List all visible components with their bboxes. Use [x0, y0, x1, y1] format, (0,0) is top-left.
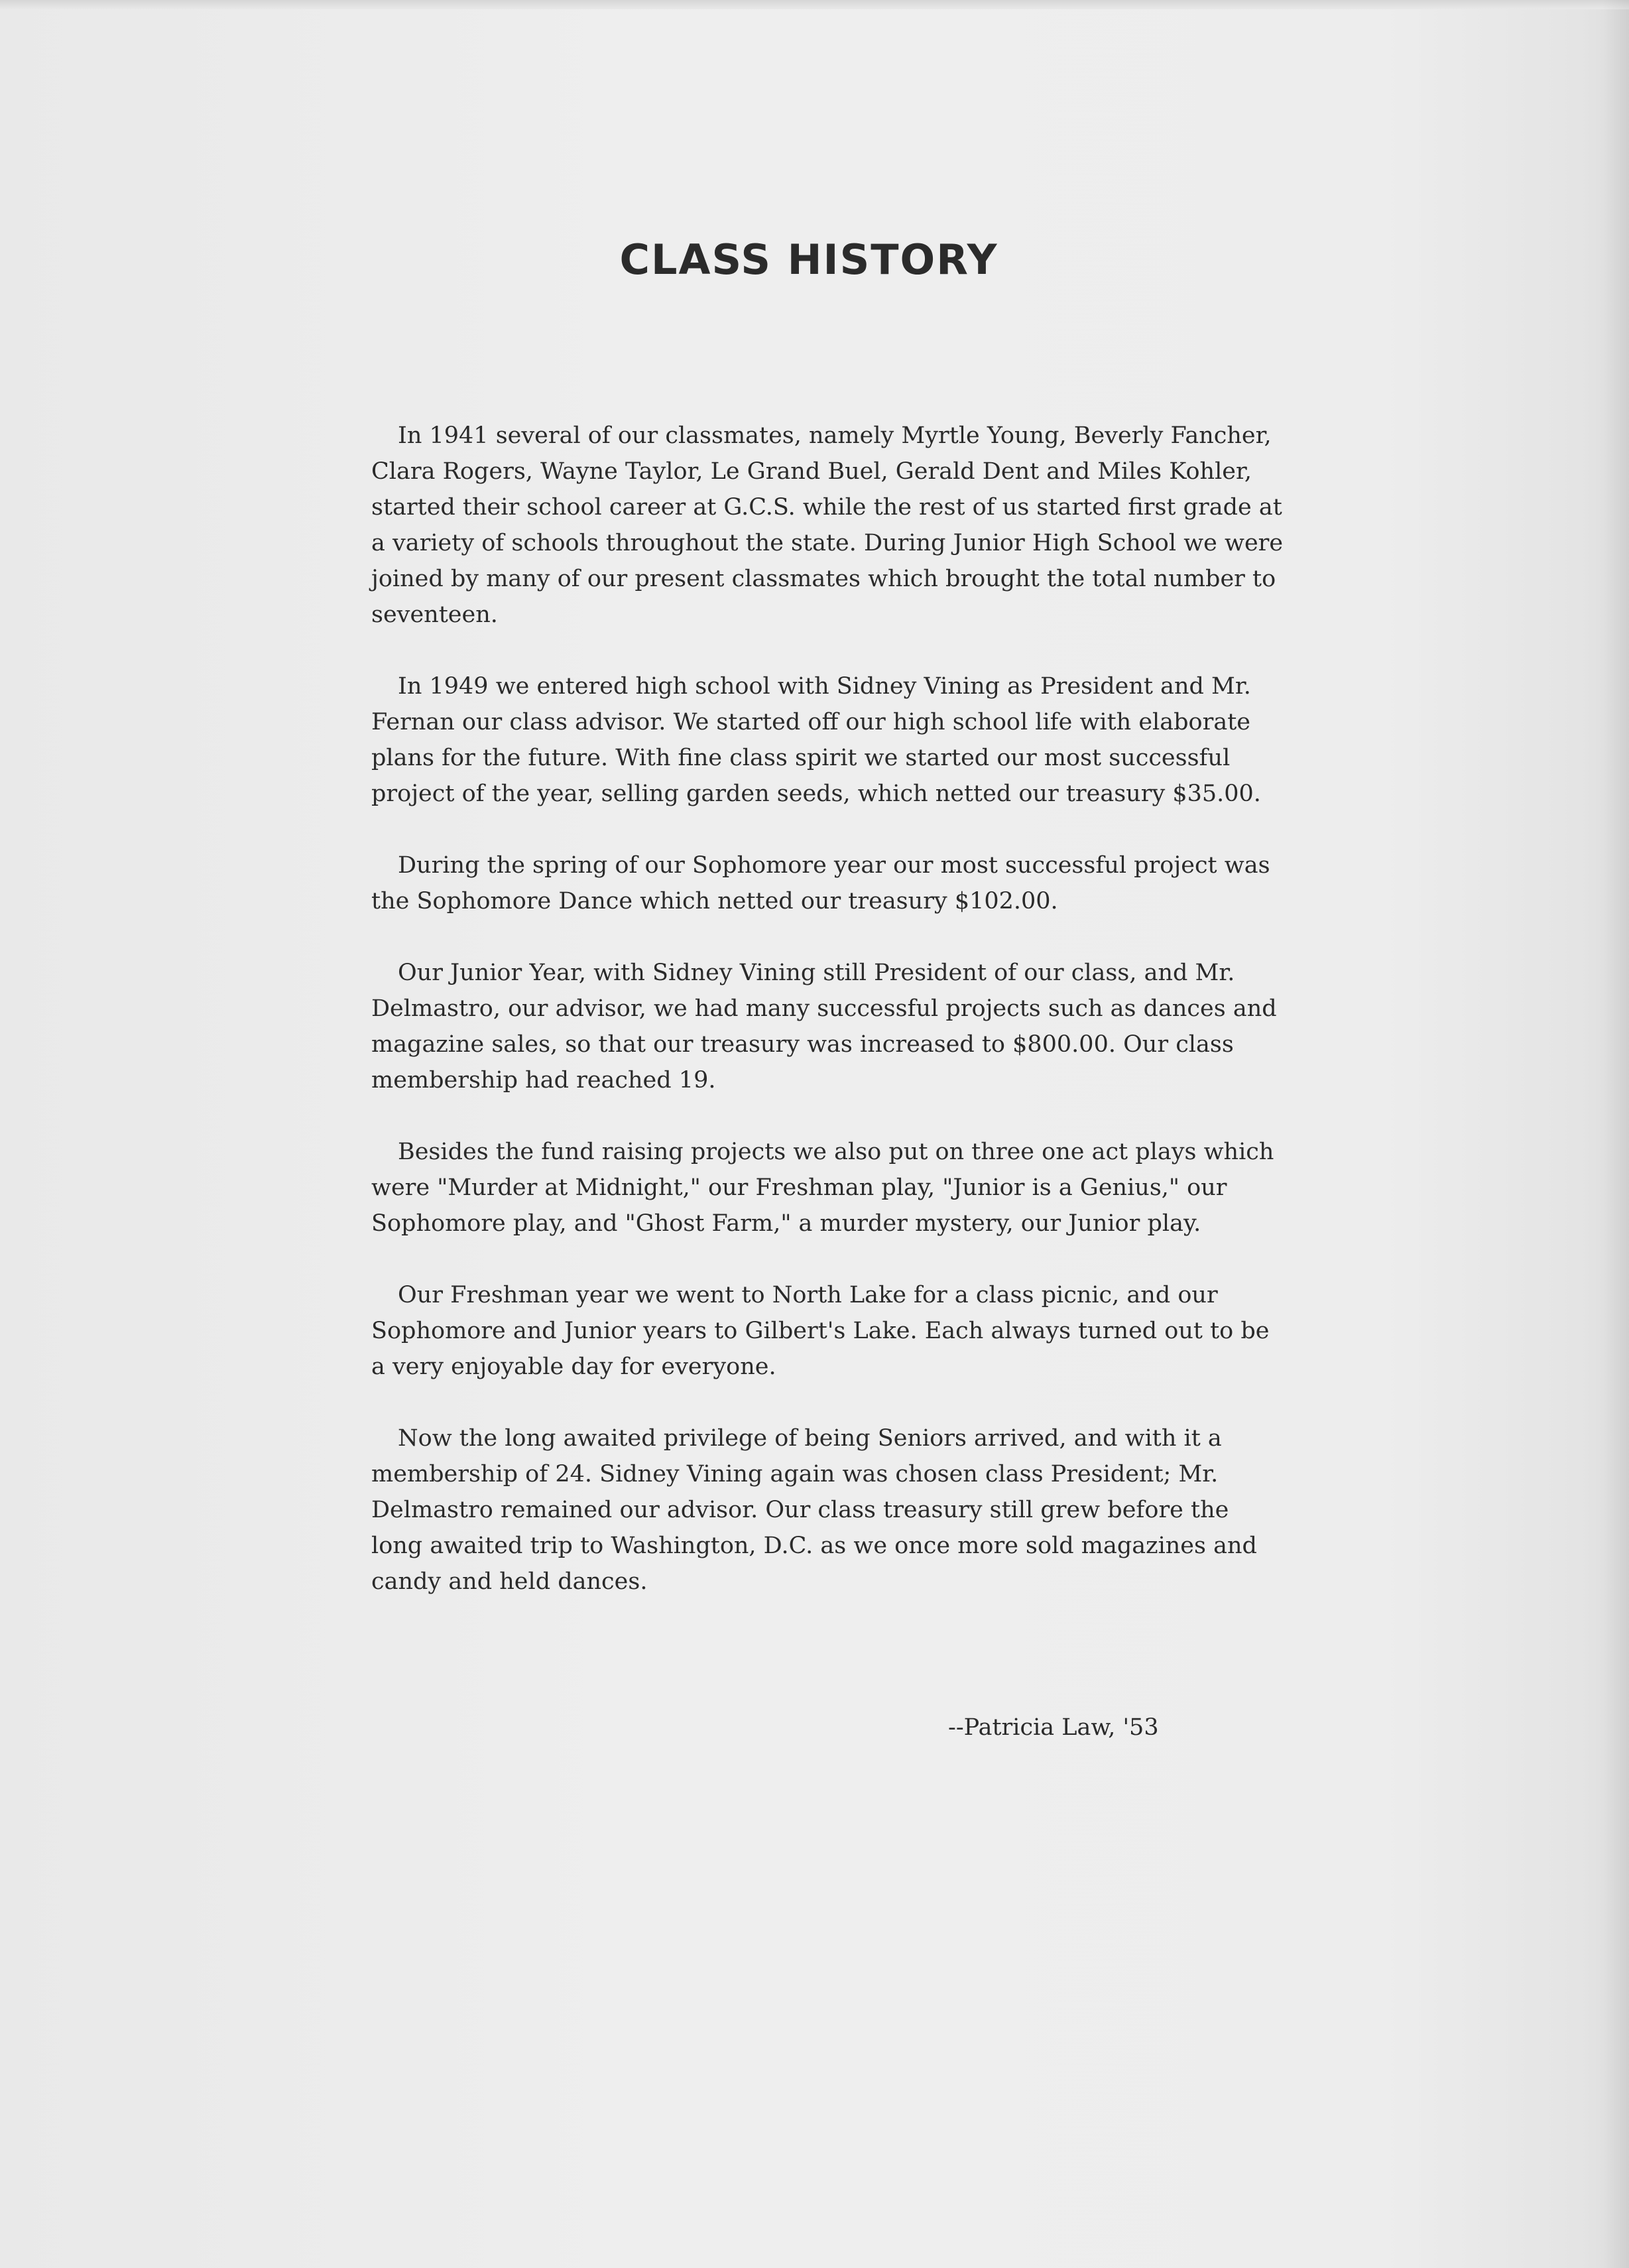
- paragraph-seniors: Now the long awaited privilege of being Seniors arrived, and with it a membership of 24. Sidney Vining again was chosen class President; Mr. Delmastro remained our advisor. Our class treasury still grew before the long awaited trip to Washington, D.C. as we once more sold magazines and candy and held dances.: [371, 1425, 1257, 1595]
- paragraph-1941: In 1941 several of our classmates, namely Myrtle Young, Beverly Fancher, Clara Rogers, Wayne Taylor, Le Grand Buel, Gerald Dent and Miles Kohler, started their school career at G.C.S. while the rest of us started first grade at a variety of schools throughout the state. During Junior High School we were joined by many of our present classmates which brought the total number to seventeen.: [371, 422, 1284, 628]
- paragraph-1949: In 1949 we entered high school with Sidney Vining as President and Mr. Fernan our class advisor. We started off our high school life with elaborate plans for the future. With fine class spirit we started our most successful project of the year, selling garden seeds, which netted our treasury $35.00.: [371, 673, 1261, 807]
- page-top-edge: [0, 0, 1629, 9]
- paragraph-sophomore: During the spring of our Sophomore year our most successful project was the Sophomore Dance which netted our treasury $102.00.: [371, 852, 1270, 914]
- paragraph-plays: Besides the fund raising projects we also put on three one act plays which were "Murder at Midnight," our Freshman play, "Junior is a Genius," our Sophomore play, and "Ghost Farm," a murder mystery, our Junior play.: [371, 1139, 1274, 1237]
- class-history-body: [371, 418, 1286, 1635]
- paragraph-picnics: Our Freshman year we went to North Lake for a class picnic, and our Sophomore and Junior years to Gilbert's Lake. Each always turned out to be a very enjoyable day for everyone.: [371, 1282, 1270, 1380]
- page-title: CLASS HISTORY: [619, 235, 998, 284]
- paragraph-junior: Our Junior Year, with Sidney Vining still President of our class, and Mr. Delmastro, our advisor, we had many successful projects such as dances and magazine sales, so that our treasury was increased to $800.00. Our class membership had reached 19.: [371, 960, 1277, 1094]
- page-right-edge-shadow: [1602, 0, 1629, 2268]
- author-signature: --Patricia Law, '53: [948, 1714, 1159, 1741]
